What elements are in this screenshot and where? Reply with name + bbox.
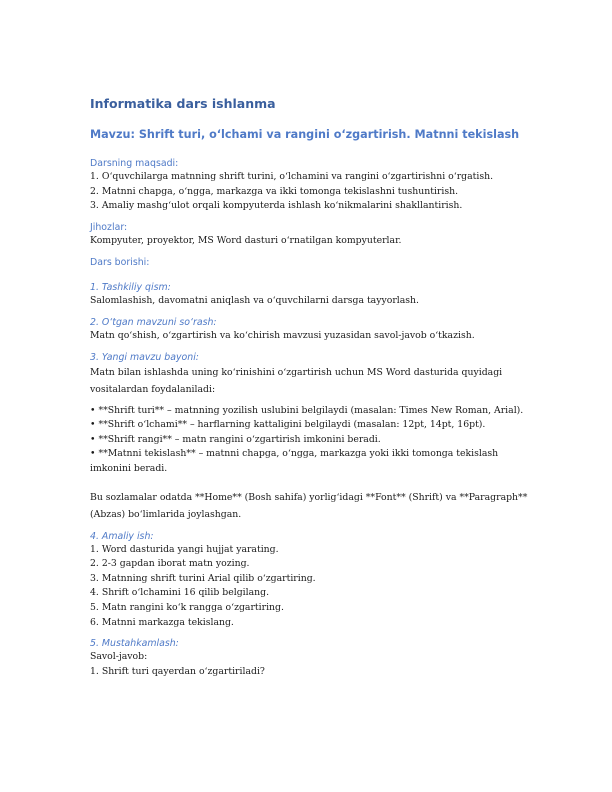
reinforce-heading: 5. Mustahkamlash: <box>90 638 179 650</box>
practice-item: 1. Word dasturida yangi hujjat yarating. <box>90 543 279 555</box>
reinforce-item: Savol-javob: <box>90 651 148 663</box>
new-topic-note: Bu sozlamalar odatda **Home** (Bosh sahifa) yorlig‘idagi **Font** (Shrift) va **Paragraph** (Abzas) bo‘limlarida joylashgan. <box>90 491 528 520</box>
reinforce-item: 1. Shrift turi qayerdan o‘zgartiriladi? <box>90 665 265 677</box>
practice-item: 2. 2-3 gapdan iborat matn yozing. <box>90 558 250 570</box>
practice-item: 5. Matn rangini ko‘k rangga o‘zgartiring. <box>90 601 284 613</box>
equipment-text: Kompyuter, proyektor, MS Word dasturi o‘rnatilgan kompyuterlar. <box>90 234 402 246</box>
document-title: Informatika dars ishlanma <box>90 96 276 111</box>
review-text: Matn qo‘shish, o‘zgartirish va ko‘chirish mavzusi yuzasidan savol-javob o‘tkazish. <box>90 329 475 341</box>
document-page <box>90 96 530 679</box>
practice-item: 6. Matnni markazga tekislang. <box>90 616 234 628</box>
tool-bullet: • **Shrift rangi** – matn rangini o‘zgartirish imkonini beradi. <box>90 433 381 445</box>
practice-item: 4. Shrift o‘lchamini 16 qilib belgilang. <box>90 587 270 599</box>
lesson-topic: Mavzu: Shrift turi, oʻlchami va rangini oʻzgartirish. Matnni tekislash <box>90 128 520 141</box>
new-topic-heading: 3. Yangi mavzu bayoni: <box>90 351 199 363</box>
new-topic-intro: Matn bilan ishlashda uning ko‘rinishini o‘zgartirish uchun MS Word dasturida quyidagi vositalardan foydalaniladi: <box>90 366 503 395</box>
tool-bullet: • **Matnni tekislash** – matnni chapga, o‘ngga, markazga yoki ikki tomonga tekislash imkonini beradi. <box>90 448 499 474</box>
review-heading: 2. O‘tgan mavzuni so‘rash: <box>90 316 217 328</box>
equipment-heading: Jihozlar: <box>90 221 128 233</box>
practice-item: 3. Matnning shrift turini Arial qilib o‘zgartiring. <box>90 572 316 584</box>
goal-item: 2. Matnni chapga, o‘ngga, markazga va ikki tomonga tekislashni tushuntirish. <box>90 185 459 197</box>
lesson-flow-heading: Dars borishi: <box>90 257 150 269</box>
reinforce-section <box>90 638 530 679</box>
new-topic-section <box>90 352 530 523</box>
equipment-section <box>90 222 530 249</box>
practice-section <box>90 531 530 631</box>
goal-item: 1. O‘quvchilarga matnning shrift turini, o‘lchamini va rangini o‘zgartirishni o‘rgatish. <box>90 171 494 182</box>
tool-bullet: • **Shrift o‘lchami** – harflarning kattaligini belgilaydi (masalan: 12pt, 14pt, 16pt). <box>90 419 486 431</box>
org-section <box>90 282 530 309</box>
goal-item: 3. Amaliy mashg‘ulot orqali kompyuterda ishlash ko‘nikmalarini shakllantirish. <box>90 200 463 212</box>
review-section <box>90 317 530 344</box>
org-text: Salomlashish, davomatni aniqlash va o‘quvchilarni darsga tayyorlash. <box>90 295 420 307</box>
practice-heading: 4. Amaliy ish: <box>90 530 154 542</box>
goals-section <box>90 158 530 214</box>
tool-bullet: • **Shrift turi** – matnning yozilish uslubini belgilaydi (masalan: Times New Roman, Arial). <box>90 404 524 416</box>
goals-heading: Darsning maqsadi: <box>90 158 179 169</box>
org-heading: 1. Tashkiliy qism: <box>90 282 171 294</box>
